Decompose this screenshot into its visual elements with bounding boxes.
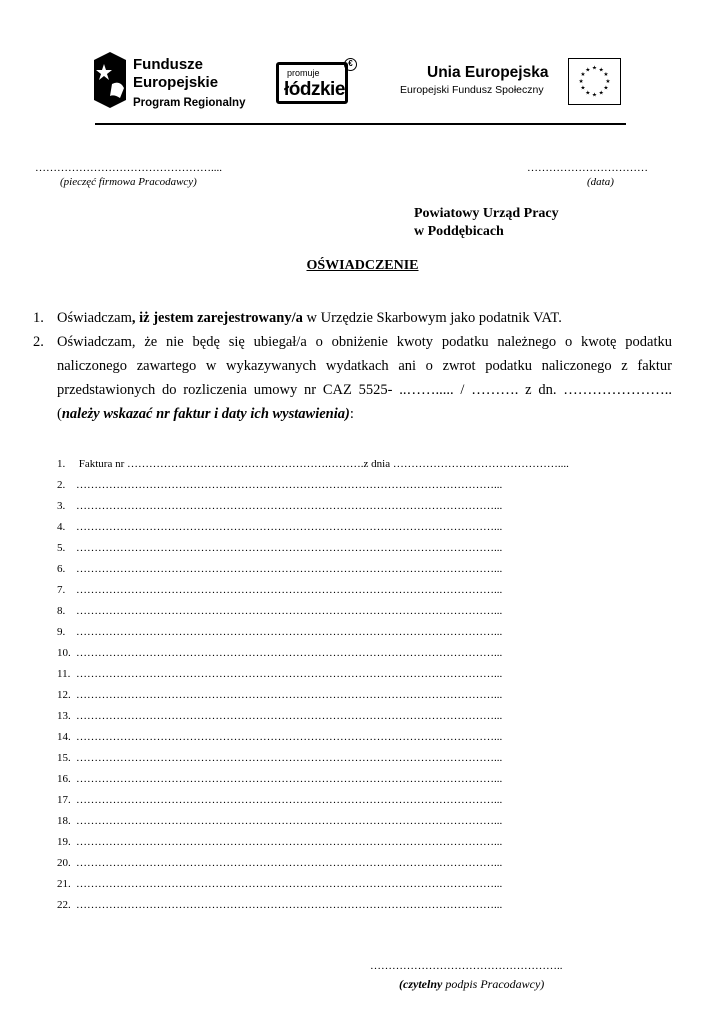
date-dots: …………………………… (527, 162, 648, 174)
dotted-line: ……………………………………………………………………………………………………... (76, 647, 503, 659)
line-number: 21. (57, 878, 71, 890)
dotted-line: ……………………………………………………………………………………………………... (76, 542, 503, 554)
invoice-instruction: należy wskazać nr faktur i daty ich wystawienia) (61, 406, 350, 422)
statement-2-line4 (57, 403, 354, 427)
line-number: 5. (57, 542, 66, 554)
eu-flag-icon (568, 58, 621, 105)
svg-text:★: ★ (598, 67, 604, 74)
line-number: 3. (57, 500, 66, 512)
svg-text:★: ★ (585, 90, 591, 97)
signature-label (399, 977, 544, 992)
svg-text:★: ★ (580, 85, 586, 92)
line-number: 8. (57, 605, 66, 617)
dotted-line: ……………………………………………………………………………………………………... (76, 899, 503, 911)
dotted-line: ……………………………………………………………………………………………………... (76, 773, 503, 785)
invoice-line-12[interactable] (57, 689, 672, 701)
line-number: 6. (57, 563, 66, 575)
invoice-line-21[interactable] (57, 878, 672, 890)
invoice-line-18[interactable] (57, 815, 672, 827)
document-title: OŚWIADCZENIE (306, 258, 419, 273)
dotted-line: ……………………………………………………………………………………………………... (76, 794, 503, 806)
line-number: 16. (57, 773, 71, 785)
statement-1-part-c: w Urzędzie Skarbowym jako podatnik VAT. (302, 310, 562, 326)
invoice-line-17[interactable] (57, 794, 672, 806)
fundusze-europejskie-logo (90, 50, 130, 108)
line-number: 13. (57, 710, 71, 722)
header-divider (95, 123, 626, 125)
dotted-line: ……………………………………………………………………………………………………... (76, 710, 503, 722)
dotted-line: ……………………………………………………………………………………………………... (76, 857, 503, 869)
line-number: 12. (57, 689, 71, 701)
paren-open: ( (57, 406, 62, 422)
invoice-line-2[interactable] (57, 479, 672, 491)
statement-1-number: 1. (33, 310, 44, 326)
statement-2-number: 2. (33, 334, 44, 350)
stamp-label: (pieczęć firmowa Pracodawcy) (60, 176, 197, 188)
invoice-line-4[interactable] (57, 521, 672, 533)
recipient-line1: Powiatowy Urząd Pracy (414, 206, 559, 221)
fe-line3: Program Regionalny (133, 97, 246, 109)
statement-1-part-a: Oświadczam (57, 310, 132, 326)
line-number: 2. (57, 479, 66, 491)
dotted-line: ……………………………………………………………………………………………………... (76, 878, 503, 890)
line-number: 17. (57, 794, 71, 806)
line-number: 9. (57, 626, 66, 638)
colon: : (349, 406, 354, 422)
line-number: 15. (57, 752, 71, 764)
statement-1 (57, 307, 562, 331)
dotted-line: ……………………………………………………………………………………………………... (76, 479, 503, 491)
svg-text:★: ★ (603, 85, 609, 92)
invoice-line-20[interactable] (57, 857, 672, 869)
svg-text:★: ★ (578, 78, 584, 85)
line-number: 10. (57, 647, 71, 659)
dotted-line: ……………………………………………………………………………………………………... (76, 731, 503, 743)
invoice-line-6[interactable] (57, 563, 672, 575)
svg-text:★: ★ (591, 65, 598, 72)
fe-line1: Fundusze (133, 56, 203, 73)
svg-text:★: ★ (580, 72, 586, 79)
svg-text:★: ★ (605, 78, 611, 85)
euro-circle-icon: € (344, 58, 357, 71)
invoice-line-13[interactable] (57, 710, 672, 722)
eu-subtitle: Europejski Fundusz Społeczny (400, 84, 544, 96)
fundusze-europejskie-text (133, 56, 245, 112)
invoice-line-8[interactable] (57, 605, 672, 617)
statement-1-part-b: , iż jestem zarejestrowany/a (131, 310, 303, 326)
eu-title: Unia Europejska (427, 64, 549, 81)
dotted-line: ……………………………………………………………………………………………………... (76, 752, 503, 764)
invoice-line-5[interactable] (57, 542, 672, 554)
signature-label-rest: podpis Pracodawcy) (442, 977, 545, 991)
dotted-line: ……………………………………………………………………………………………………... (76, 689, 503, 701)
invoice-line-10[interactable] (57, 647, 672, 659)
invoice-line-14[interactable] (57, 731, 672, 743)
recipient-address (414, 205, 559, 241)
line-number: 19. (57, 836, 71, 848)
dotted-line: ……………………………………………………………………………………………………... (76, 668, 503, 680)
stamp-dots: ………………………………………….... (35, 162, 222, 174)
invoice-line-1[interactable] (57, 458, 672, 470)
dotted-line: ……………………………………………………………………………………………………... (76, 521, 503, 533)
dotted-line: ……………………………………………………………………………………………………... (76, 836, 503, 848)
line-number: 4. (57, 521, 66, 533)
invoice-line-15[interactable] (57, 752, 672, 764)
dotted-line: ……………………………………………………………………………………………………... (76, 563, 503, 575)
dotted-line: ……………………………………………………………………………………………………... (76, 584, 503, 596)
svg-text:★: ★ (585, 67, 591, 74)
invoice-line-16[interactable] (57, 773, 672, 785)
dotted-line: ……………………………………………………………………………………………………... (76, 815, 503, 827)
svg-text:★: ★ (603, 72, 609, 79)
lodzkie-big-text: łódzkie (284, 79, 345, 100)
signature-label-bold: (czytelny (399, 977, 443, 991)
dotted-line: ……………………………………………………………………………………………………... (76, 626, 503, 638)
invoice-line-7[interactable] (57, 584, 672, 596)
lodzkie-small-text: promuje (287, 68, 320, 78)
signature-line[interactable]: …………………………………………….. (370, 960, 563, 972)
dotted-line: ……………………………………………………………………………………………………... (76, 500, 503, 512)
line-number: 18. (57, 815, 71, 827)
line-number: 11. (57, 668, 71, 680)
date-label: (data) (587, 176, 614, 188)
invoice-first-label: Faktura nr ……………………………………………….……….z dnia ……………………………………….... (78, 458, 569, 470)
svg-text:★: ★ (598, 90, 604, 97)
fe-line2: Europejskie (133, 74, 219, 91)
invoice-line-3[interactable] (57, 500, 672, 512)
dotted-line: ……………………………………………………………………………………………………... (76, 605, 503, 617)
statement-2-line1: Oświadczam, że nie będę się ubiegał/a o obniżenie kwoty podatku należnego o kwotę podatku (57, 334, 672, 350)
line-number: 14. (57, 731, 71, 743)
invoice-line-22[interactable] (57, 899, 672, 911)
line-number: 22. (57, 899, 71, 911)
svg-text:★: ★ (591, 92, 598, 99)
statement-2-line3: przedstawionych do rozliczenia umowy nr CAZ 5525- ..……..... / ………. z dn. ………………….. (57, 382, 672, 398)
invoice-line-9[interactable] (57, 626, 672, 638)
statement-2-line2: naliczonego zawartego w wykazywanych wydatkach ani o zwrot podatku naliczonego z faktur (57, 358, 672, 374)
invoice-line-11[interactable] (57, 668, 672, 680)
lodzkie-logo (276, 62, 348, 104)
recipient-line2: w Poddębicach (414, 224, 504, 239)
line-number: 1. (57, 458, 66, 470)
line-number: 7. (57, 584, 66, 596)
line-number: 20. (57, 857, 71, 869)
invoice-line-19[interactable] (57, 836, 672, 848)
